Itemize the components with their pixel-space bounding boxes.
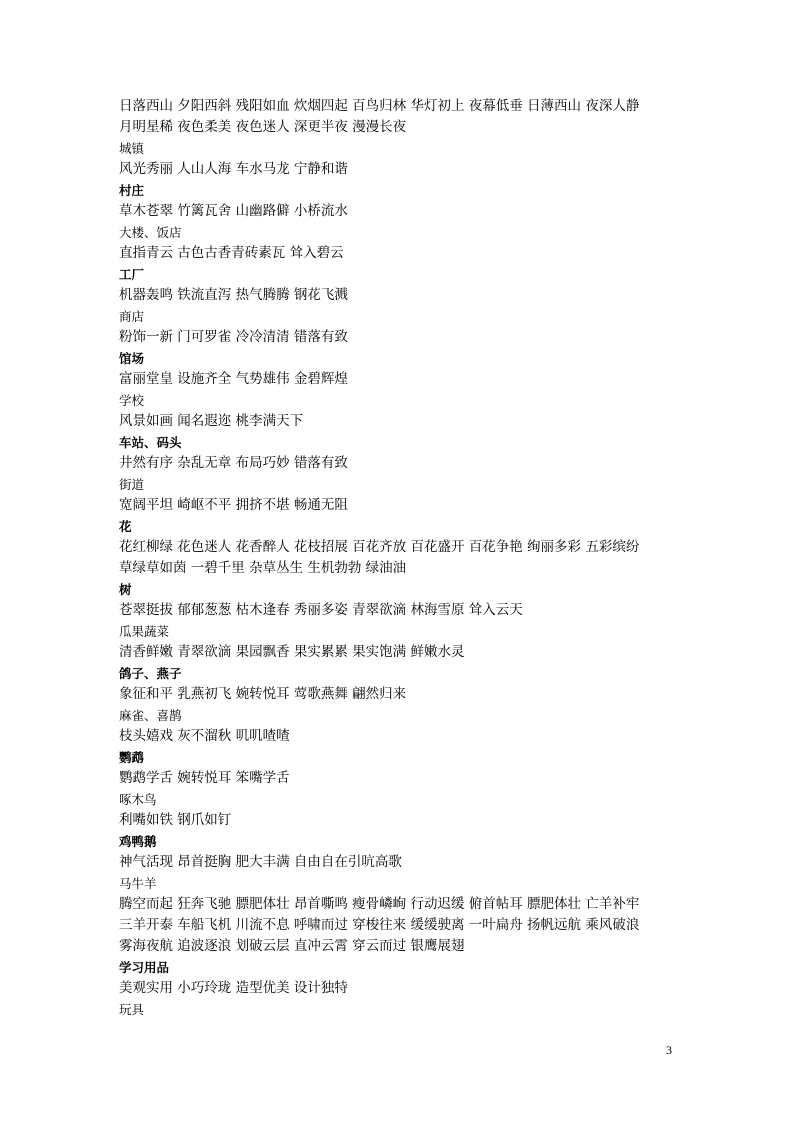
section-heading: 花 (119, 519, 132, 534)
page-content (119, 96, 699, 1020)
text-line: 腾空而起 狂奔飞驰 膘肥体壮 昂首嘶鸣 瘦骨嶙峋 行动迟缓 俯首帖耳 膘肥体壮 亡羊补牢 (119, 896, 640, 912)
text-line: 粉饰一新 门可罗雀 冷冷清清 错落有致 (119, 329, 348, 345)
text-line: 利嘴如铁 钢爪如钉 (119, 812, 232, 828)
text-line: 井然有序 杂乱无章 布局巧妙 错落有致 (119, 455, 348, 471)
text-line: 日落西山 夕阳西斜 残阳如血 炊烟四起 百鸟归林 华灯初上 夜幕低垂 日薄西山 夜深人静 (119, 98, 640, 114)
text-line: 草绿草如茵 一碧千里 杂草丛生 生机勃勃 绿油油 (119, 560, 407, 576)
text-line: 草木苍翠 竹篱瓦舍 山幽路僻 小桥流水 (119, 203, 348, 219)
text-line: 神气活现 昂首挺胸 肥大丰满 自由自在引吭高歌 (119, 854, 402, 870)
text-line: 风光秀丽 人山人海 车水马龙 宁静和谐 (119, 161, 348, 177)
text-line: 宽阔平坦 崎岖不平 拥挤不堪 畅通无阻 (119, 497, 348, 513)
section-heading: 工厂 (119, 267, 145, 282)
text-line: 三羊开泰 车船飞机 川流不息 呼啸而过 穿梭往来 缓缓驶离 一叶扁舟 扬帆远航 乘风破浪 (119, 917, 640, 933)
text-line: 清香鲜嫩 青翠欲滴 果园飘香 果实累累 果实饱满 鲜嫩水灵 (119, 644, 465, 660)
section-heading: 马牛羊 (119, 876, 157, 891)
section-heading: 鹦鹉 (119, 750, 145, 765)
text-line: 月明星稀 夜色柔美 夜色迷人 深更半夜 漫漫长夜 (119, 119, 407, 135)
section-heading: 街道 (119, 477, 145, 492)
section-heading: 学习用品 (119, 960, 170, 975)
section-heading: 麻雀、喜鹊 (119, 708, 182, 723)
section-heading: 学校 (119, 393, 145, 408)
text-line: 机器轰鸣 铁流直泻 热气腾腾 钢花飞溅 (119, 287, 348, 303)
section-heading: 城镇 (119, 141, 145, 156)
section-heading: 瓜果蔬菜 (119, 624, 170, 639)
text-line: 雾海夜航 追波逐浪 划破云层 直冲云霄 穿云而过 银鹰展翅 (119, 938, 465, 954)
text-line: 鹦鹉学舌 婉转悦耳 笨嘴学舌 (119, 770, 290, 786)
section-heading: 车站、码头 (119, 435, 182, 450)
text-line: 风景如画 闻名遐迩 桃李满天下 (119, 413, 304, 429)
section-heading: 商店 (119, 309, 145, 324)
section-heading: 鸡鸭鹅 (119, 834, 157, 849)
section-heading: 啄木鸟 (119, 792, 157, 807)
text-line: 花红柳绿 花色迷人 花香醉人 花枝招展 百花齐放 百花盛开 百花争艳 绚丽多彩 五彩缤纷 (119, 539, 640, 555)
section-heading: 大楼、饭店 (119, 225, 182, 240)
section-heading: 玩具 (119, 1002, 145, 1017)
text-line: 苍翠挺拔 郁郁葱葱 枯木逢春 秀丽多姿 青翠欲滴 林海雪原 耸入云天 (119, 602, 523, 618)
text-line: 美观实用 小巧玲珑 造型优美 设计独特 (119, 980, 348, 996)
text-line: 象征和平 乳燕初飞 婉转悦耳 莺歌燕舞 翩然归来 (119, 686, 407, 702)
section-heading: 树 (119, 582, 132, 597)
section-heading: 鸽子、燕子 (119, 666, 182, 681)
text-line: 枝头嬉戏 灰不溜秋 叽叽喳喳 (119, 728, 290, 744)
section-heading: 村庄 (119, 183, 145, 198)
page-number: 3 (666, 1043, 672, 1057)
text-line: 直指青云 古色古香青砖素瓦 耸入碧云 (119, 245, 344, 261)
section-heading: 馆场 (119, 351, 145, 366)
text-line: 富丽堂皇 设施齐全 气势雄伟 金碧辉煌 (119, 371, 348, 387)
